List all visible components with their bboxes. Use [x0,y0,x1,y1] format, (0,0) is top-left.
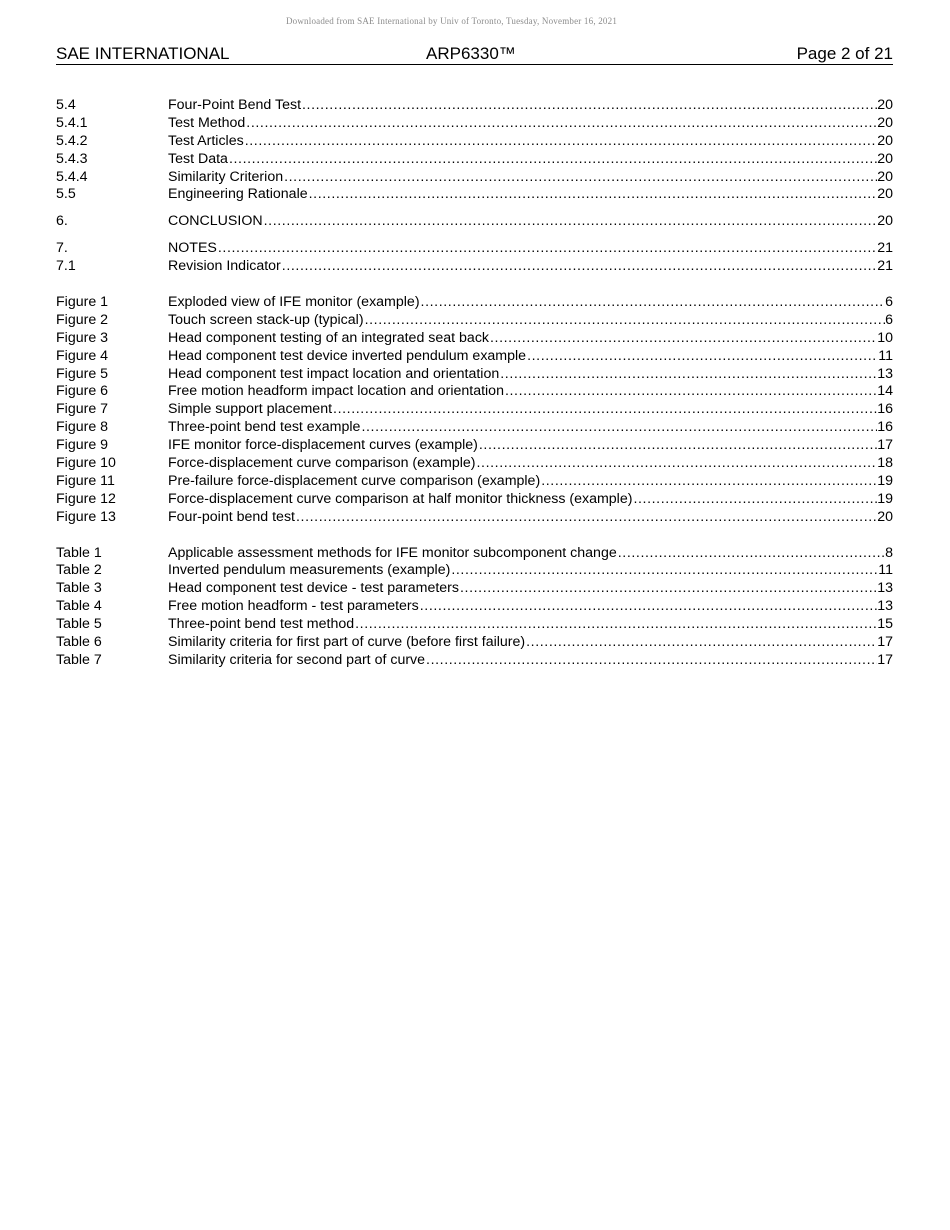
toc-entry-title: Pre-failure force-displacement curve comparison (example) [168,472,541,489]
toc-entry-page: 6 [885,311,893,328]
toc-entry[interactable] [56,652,893,670]
header-org: SAE INTERNATIONAL [56,44,230,63]
toc-dot-leader [419,598,877,616]
toc-entry[interactable] [56,133,893,151]
toc-entry[interactable] [56,562,893,580]
toc-entry[interactable] [56,545,893,563]
toc-dot-leader [476,455,878,473]
toc-entry-title: Simple support placement [168,401,333,418]
toc-dot-leader [217,240,877,258]
toc-entry-page: 17 [877,651,893,668]
toc-entry-page: 15 [877,616,893,633]
toc-dot-leader [308,186,878,204]
toc-entry[interactable] [56,366,893,384]
toc-entry-title: Touch screen stack-up (typical) [168,311,364,328]
toc-entry-title: IFE monitor force-displacement curves (example) [168,437,478,454]
toc-entry-number: Table 3 [56,580,102,597]
toc-dot-leader [354,616,877,634]
toc-dot-leader [244,133,878,151]
toc-entry[interactable] [56,97,893,115]
toc-entry-page: 18 [877,455,893,472]
toc-entry-number: Figure 10 [56,455,116,472]
toc-dot-leader [617,545,885,563]
toc-group-section-6 [56,213,893,231]
toc-entry-page: 20 [877,186,893,203]
toc-group-section-7 [56,240,893,276]
toc-dot-leader [478,437,877,455]
toc-dot-leader [450,562,878,580]
toc-entry-page: 17 [877,634,893,651]
page-header [56,43,893,65]
toc-group-section-5 [56,97,893,204]
toc-entry-number: 5.4.1 [56,114,88,131]
toc-entry-number: Figure 12 [56,490,116,507]
toc-dot-leader [332,401,877,419]
toc-entry-title: Head component test device inverted pendulum example [168,347,527,364]
toc-entry-page: 13 [877,580,893,597]
header-doc-id: ARP6330™ [426,44,516,63]
toc-dot-leader [526,348,878,366]
toc-entry-number: Figure 13 [56,508,116,525]
toc-entry-page: 17 [877,437,893,454]
toc-dot-leader [525,634,877,652]
toc-entry-page: 20 [877,213,893,230]
toc-entry-number: Figure 9 [56,437,109,454]
toc-entry-number: 5.4.4 [56,168,88,185]
toc-entry-page: 20 [877,508,893,525]
toc-entry-page: 21 [877,240,893,257]
toc-dot-leader [499,366,877,384]
toc-entry-page: 6 [885,294,893,311]
toc-entry-page: 11 [878,347,893,364]
toc-dot-leader [245,115,877,133]
toc-entry-title: Force-displacement curve comparison (example) [168,455,476,472]
toc-entry-page: 20 [877,97,893,113]
toc-entry[interactable] [56,634,893,652]
toc-entry-page: 19 [877,490,893,507]
toc-dot-leader [281,258,877,276]
toc-entry-number: 6. [56,213,68,230]
toc-entry-page: 11 [878,562,893,579]
toc-entry[interactable] [56,213,893,231]
toc-entry[interactable] [56,294,893,312]
toc-entry-page: 8 [885,544,893,561]
toc-entry-title: Test Articles [168,132,244,149]
toc-entry-number: Figure 5 [56,365,109,382]
toc-entry[interactable] [56,401,893,419]
toc-entry-number: Table 6 [56,634,102,651]
toc-entry-page: 13 [877,365,893,382]
toc-entry-number: Figure 8 [56,419,109,436]
toc-entry-number: Figure 7 [56,401,109,418]
toc-entry-number: 5.4 [56,97,76,113]
toc-entry-page: 14 [877,383,893,400]
toc-entry[interactable] [56,383,893,401]
toc-entry-number: Figure 6 [56,383,109,400]
toc-entry-title: Similarity criteria for second part of curve [168,651,426,668]
toc-entry-title: Applicable assessment methods for IFE monitor subcomponent change [168,544,617,561]
toc-dot-leader [228,151,877,169]
list-of-figures [56,294,893,527]
toc-entry-title: Three-point bend test method [168,616,355,633]
toc-entry-title: Exploded view of IFE monitor (example) [168,294,420,311]
toc-dot-leader [301,97,877,115]
toc-entry[interactable] [56,348,893,366]
toc-dot-leader [632,491,877,509]
toc-entry-page: 10 [877,329,893,346]
toc-entry-page: 20 [877,150,893,167]
toc-entry[interactable] [56,186,893,204]
toc-entry[interactable] [56,115,893,133]
toc-entry-title: Free motion headform impact location and orientation [168,383,504,400]
toc-entry-number: 5.4.2 [56,132,88,149]
toc-dot-leader [360,419,877,437]
toc-entry-title: NOTES [168,240,217,257]
toc-entry[interactable] [56,598,893,616]
toc-entry-number: Table 1 [56,544,102,561]
toc-entry-title: Similarity Criterion [168,168,284,185]
toc-entry-number: Table 5 [56,616,102,633]
toc-entry[interactable] [56,419,893,437]
toc-entry-title: CONCLUSION [168,213,263,230]
toc-entry-number: 5.4.3 [56,150,88,167]
toc-entry-number: Figure 11 [56,472,115,489]
toc-entry-number: 7.1 [56,258,76,275]
toc-entry-title: Engineering Rationale [168,186,308,203]
toc-entry[interactable] [56,473,893,491]
list-of-tables [56,545,893,670]
toc-dot-leader [504,383,877,401]
toc-entry-page: 13 [877,598,893,615]
toc-entry-title: Head component test device - test parameters [168,580,459,597]
toc-entry-title: Head component test impact location and orientation [168,365,500,382]
toc-entry-number: Table 4 [56,598,102,615]
toc-entry-number: 7. [56,240,68,257]
toc-entry-number: Figure 3 [56,329,109,346]
toc-entry[interactable] [56,151,893,169]
toc-entry[interactable] [56,616,893,634]
toc-entry-page: 21 [877,258,893,275]
toc-entry-title: Four-point bend test [168,508,295,525]
toc-entry-page: 20 [877,114,893,131]
toc-entry-number: Table 7 [56,651,102,668]
toc-entry-number: Figure 4 [56,347,109,364]
toc-dot-leader [420,294,886,312]
toc-entry[interactable] [56,580,893,598]
toc-entry[interactable] [56,455,893,473]
toc-entry-number: 5.5 [56,186,76,203]
toc-entry-title: Four-Point Bend Test [168,97,302,113]
toc-entry-title: Three-point bend test example [168,419,361,436]
toc-entry-page: 20 [877,132,893,149]
toc-entry[interactable] [56,312,893,330]
toc-dot-leader [263,213,878,231]
toc-entry[interactable] [56,169,893,187]
toc-entry[interactable] [56,330,893,348]
toc-entry[interactable] [56,491,893,509]
toc-dot-leader [295,509,877,527]
toc-entry-title: Test Method [168,114,246,131]
toc-entry-title: Inverted pendulum measurements (example) [168,562,451,579]
toc-entry-page: 19 [877,472,893,489]
toc-dot-leader [364,312,886,330]
toc-dot-leader [425,652,877,670]
table-of-contents [56,97,893,688]
toc-entry-title: Free motion headform - test parameters [168,598,419,615]
toc-entry-title: Head component testing of an integrated seat back [168,329,490,346]
toc-entry-number: Table 2 [56,562,102,579]
toc-entry[interactable] [56,240,893,258]
toc-entry[interactable] [56,509,893,527]
toc-entry-title: Force-displacement curve comparison at half monitor thickness (example) [168,490,633,507]
toc-dot-leader [459,580,877,598]
toc-dot-leader [283,169,877,187]
toc-dot-leader [540,473,877,491]
toc-entry[interactable] [56,258,893,276]
download-watermark: Downloaded from SAE International by Univ of Toronto, Tuesday, November 16, 2021 [285,16,618,26]
toc-entry-number: Figure 2 [56,311,109,328]
toc-entry-page: 16 [877,419,893,436]
toc-entry-title: Revision Indicator [168,258,281,275]
toc-entry-page: 20 [877,168,893,185]
toc-entry-number: Figure 1 [56,294,109,311]
header-page-label: Page 2 of 21 [796,44,893,63]
toc-entry-title: Test Data [168,150,228,167]
toc-dot-leader [489,330,877,348]
toc-entry-title: Similarity criteria for first part of curve (before first failure) [168,634,526,651]
toc-entry[interactable] [56,437,893,455]
toc-entry-page: 16 [877,401,893,418]
